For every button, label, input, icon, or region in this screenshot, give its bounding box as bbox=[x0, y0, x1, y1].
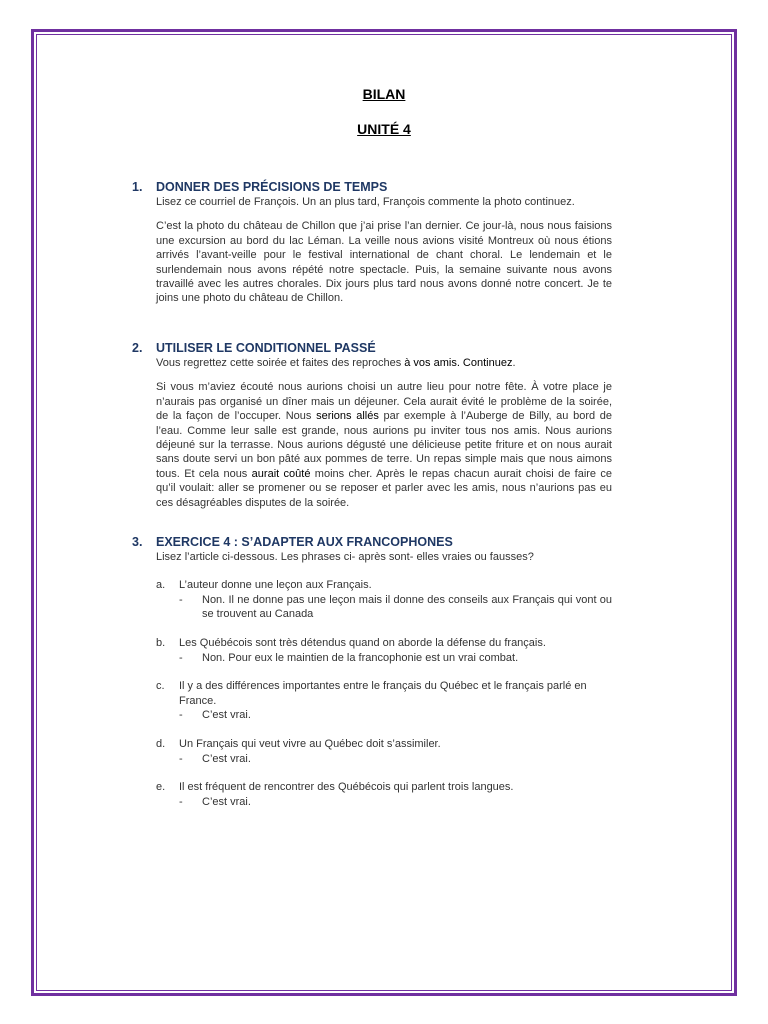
section-heading bbox=[132, 341, 612, 356]
item-letter: d. bbox=[156, 738, 166, 751]
section-title: UTILISER LE CONDITIONNEL PASSÉ bbox=[156, 341, 376, 355]
item-letter: a. bbox=[156, 579, 166, 592]
section-3 bbox=[132, 535, 612, 824]
answer-dash: - bbox=[179, 651, 183, 664]
item-question: Il est fréquent de rencontrer des Québécois qui parlent trois langues. bbox=[179, 781, 514, 794]
section-paragraph: C’est la photo du château de Chillon que j’ai prise l’an dernier. Ce jour-là, nous nous faisions une excursion au bord du lac Léman. La veille nous avions visité Montreux où nous étions arrivés l’avant-veille pour le festival international de chant choral. Le lendemain et le surlendemain nous avons répété notre spectacle. Puis, la semaine suivante nous avons travaillé avec les autres chorales. Dix jours plus tard nous avons donné notre concert. Je te joins une photo du château de Chillon. bbox=[156, 220, 612, 305]
page-title: BILAN bbox=[362, 86, 406, 102]
section-heading bbox=[132, 180, 612, 195]
item-question: Les Québécois sont très détendus quand on aborde la défense du français. bbox=[179, 637, 546, 650]
section-title: DONNER DES PRÉCISIONS DE TEMPS bbox=[156, 180, 388, 194]
answer-dash: - bbox=[179, 795, 183, 808]
list-item bbox=[156, 578, 612, 621]
section-paragraph: Si vous m’aviez écouté nous aurions choisi un autre lieu pour notre fête. À votre place je n’aurais pas organisé un dîner mais un déjeuner. Cela aurait évité le problème de la soirée, de la façon de l’occuper. Nous serions allés par exemple à l’Auberge de Billy, au bord de l’eau. Comme leur salle est grande, nous aurions pu inviter tous nos amis. Nous aurions déjeuné sur la terrasse. Nous aurions dégusté une délicieuse petite friture et on nous aurait sans doute servi un bon pâté aux pommes de terre. Un repas simple mais que nous aimons tous. Et cela nous aurait coûté moins cher. Après le repas chacun aurait choisi de faire ce qu’il voulait: aller se promener ou se reposer et parler avec les amis, nous n’aurions pas eu ces désagréables disputes de la soirée. bbox=[156, 381, 613, 509]
section-number: 3. bbox=[132, 535, 143, 549]
question-list bbox=[156, 578, 612, 809]
item-letter: e. bbox=[156, 781, 166, 794]
list-item bbox=[156, 636, 612, 665]
answer-dash: - bbox=[179, 709, 183, 722]
list-item bbox=[156, 679, 612, 722]
answer-dash: - bbox=[179, 752, 183, 765]
section-instructions: Lisez l’article ci-dessous. Les phrases ci- après sont- elles vraies ou fausses? bbox=[156, 551, 534, 563]
answer-dash: - bbox=[179, 593, 183, 606]
item-question: L’auteur donne une leçon aux Français. bbox=[179, 579, 372, 592]
section-number: 1. bbox=[132, 180, 143, 194]
list-item bbox=[156, 780, 612, 809]
item-answer: C’est vrai. bbox=[202, 795, 251, 808]
item-answer: Non. Pour eux le maintien de la francophonie est un vrai combat. bbox=[202, 651, 519, 664]
section-instructions: Vous regrettez cette soirée et faites des reproches à vos amis. Continuez. bbox=[156, 357, 516, 369]
page-subtitle: UNITÉ 4 bbox=[357, 121, 411, 137]
item-question: Un Français qui veut vivre au Québec doit s’assimiler. bbox=[179, 738, 441, 751]
section-heading bbox=[132, 535, 612, 550]
item-question: Il y a des différences importantes entre le français du Québec et le français parlé en France. bbox=[179, 680, 587, 707]
item-letter: c. bbox=[156, 680, 165, 693]
section-2 bbox=[132, 341, 612, 510]
section-number: 2. bbox=[132, 341, 143, 355]
item-letter: b. bbox=[156, 637, 166, 650]
section-title: EXERCICE 4 : S’ADAPTER AUX FRANCOPHONES bbox=[156, 535, 453, 549]
item-answer: C’est vrai. bbox=[202, 709, 251, 722]
page-border-inner bbox=[36, 34, 732, 991]
item-answer: C’est vrai. bbox=[202, 752, 251, 765]
section-instructions: Lisez ce courriel de François. Un an plus tard, François commente la photo continuez. bbox=[156, 196, 575, 208]
list-item bbox=[156, 737, 612, 766]
section-1 bbox=[132, 180, 612, 306]
item-answer: Non. Il ne donne pas une leçon mais il donne des conseils aux Français qui vont ou se trouvent au Canada bbox=[202, 593, 612, 621]
